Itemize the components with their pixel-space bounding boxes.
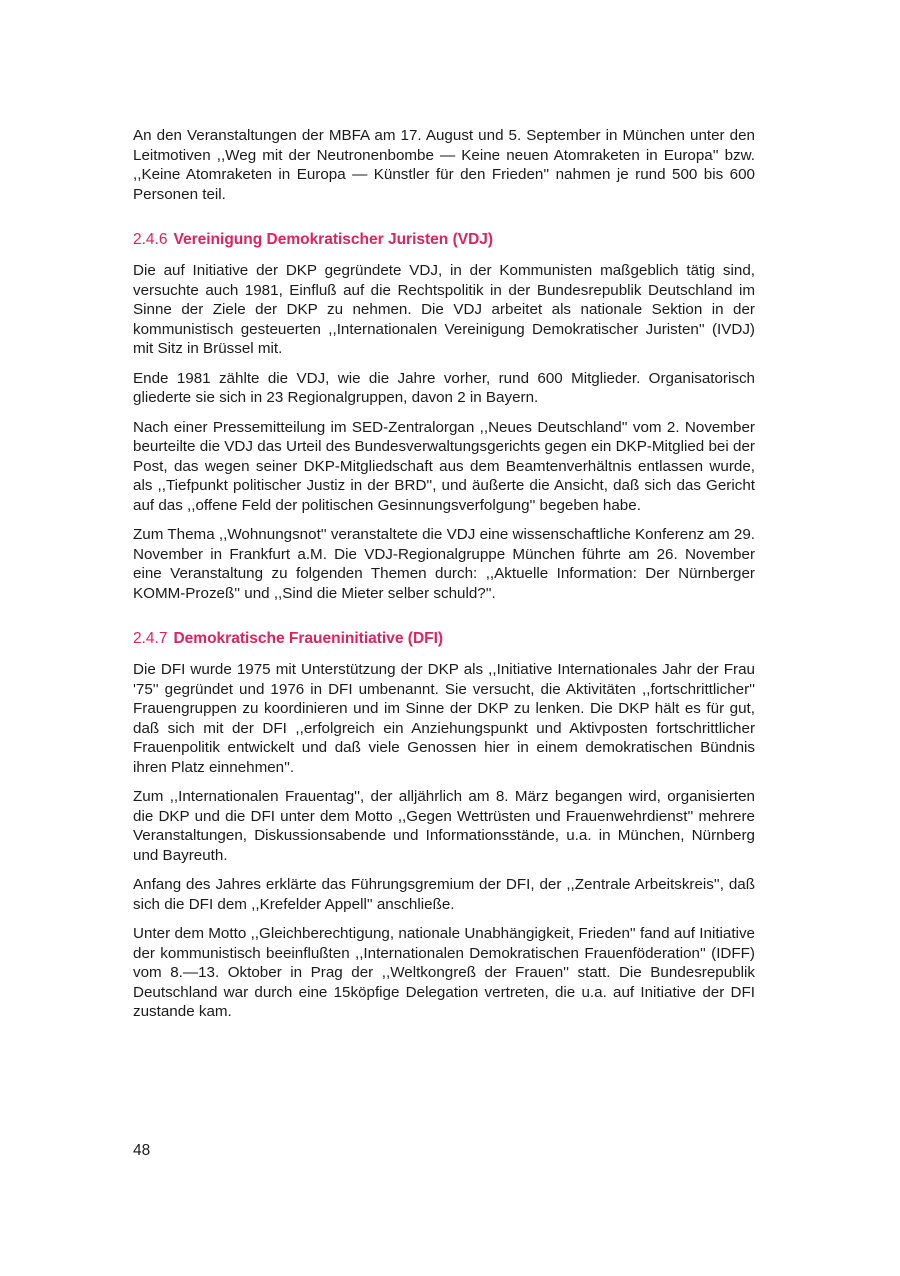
section-title: Demokratische Fraueninitiative (DFI) [173, 630, 444, 647]
section-heading-vdj [133, 230, 755, 250]
vdj-paragraph-2: Ende 1981 zählte die VDJ, wie die Jahre vorher, rund 600 Mitglieder. Organisatorisch gliederte sie sich in 23 Regionalgruppen, davon 2 in Bayern. [133, 369, 755, 406]
vdj-paragraph-1: Die auf Initiative der DKP gegründete VDJ, in der Kommunisten maßgeblich tätig sind, versuchte auch 1981, Einfluß auf die Rechtspolitik in der Bundesrepublik Deutschland im Sinne der Ziele der DKP zu nehmen. Die VDJ arbeitet als nationale Sektion in der kommunistisch gesteuerten ,,Internationalen Vereinigung Demokratischer Juristen'' (IVDJ) mit Sitz in Brüssel mit. [133, 262, 755, 357]
section-heading-dfi [133, 629, 755, 649]
intro-paragraph: An den Veranstaltungen der MBFA am 17. August und 5. September in München unter den Leitmotiven ,,Weg mit der Neutronenbombe — Keine neuen Atomraketen in Europa'' bzw. ,,Keine Atomraketen in Europa — Künstler für den Frieden'' nahmen je rund 500 bis 600 Personen teil. [133, 127, 755, 203]
page-number: 48 [133, 1142, 151, 1159]
document-page [133, 126, 755, 1032]
section-number: 2.4.6 [133, 231, 168, 248]
dfi-paragraph-1: Die DFI wurde 1975 mit Unterstützung der DKP als ,,Initiative Internationales Jahr der Frau '75'' gegründet und 1976 in DFI umbenannt. Sie versucht, die Aktivitäten ,,fortschrittlicher'' Frauengruppen zu koordinieren und im Sinne der DKP zu lenken. Die DKP hält es für gut, daß sich mit der DFI ,,erfolgreich ein Anziehungspunkt und Aktivposten fortschrittlicher Frauenpolitik entwickelt und daß viele Genossen hier in einem demokratischen Bündnis ihren Platz einnehmen''. [133, 661, 755, 776]
dfi-paragraph-3: Anfang des Jahres erklärte das Führungsgremium der DFI, der ,,Zentrale Arbeitskreis'', daß sich die DFI dem ,,Krefelder Appell'' anschließe. [133, 876, 755, 913]
section-number: 2.4.7 [133, 630, 168, 647]
vdj-paragraph-3: Nach einer Pressemitteilung im SED-Zentralorgan ,,Neues Deutschland'' vom 2. November beurteilte die VDJ das Urteil des Bundesverwaltungsgerichts gegen ein DKP-Mitglied bei der Post, das wegen seiner DKP-Mitgliedschaft aus dem Beamtenverhältnis entlassen wurde, als ,,Tiefpunkt politischer Justiz in der BRD'', und äußerte die Ansicht, daß sich das Gericht auf das ,,offene Feld der politischen Gesinnungsverfolgung'' begeben habe. [133, 418, 755, 514]
vdj-paragraph-4: Zum Thema ,,Wohnungsnot'' veranstaltete die VDJ eine wissenschaftliche Konferenz am 29. November in Frankfurt a.M. Die VDJ-Regionalgruppe München führte am 26. November eine Veranstaltung zu folgenden Themen durch: ,,Aktuelle Information: Der Nürnberger KOMM-Prozeß'' und ,,Sind die Mieter selber schuld?''. [133, 526, 755, 602]
dfi-paragraph-2: Zum ,,Internationalen Frauentag'', der alljährlich am 8. März begangen wird, organisierten die DKP und die DFI unter dem Motto ,,Gegen Wettrüsten und Frauenwehrdienst'' mehrere Veranstaltungen, Diskussionsabende und Informationsstände, u.a. in München, Nürnberg und Bayreuth. [133, 788, 755, 864]
section-title: Vereinigung Demokratischer Juristen (VDJ) [173, 231, 494, 248]
dfi-paragraph-4: Unter dem Motto ,,Gleichberechtigung, nationale Unabhängigkeit, Frieden'' fand auf Initiative der kommunistisch beeinflußten ,,Internationalen Demokratischen Frauenföderation'' (IDFF) vom 8.—13. Oktober in Prag der ,,Weltkongreß der Frauen'' statt. Die Bundesrepublik Deutschland war durch eine 15köpfige Delegation vertreten, die u.a. auf Initiative der DFI zustande kam. [133, 925, 755, 1020]
